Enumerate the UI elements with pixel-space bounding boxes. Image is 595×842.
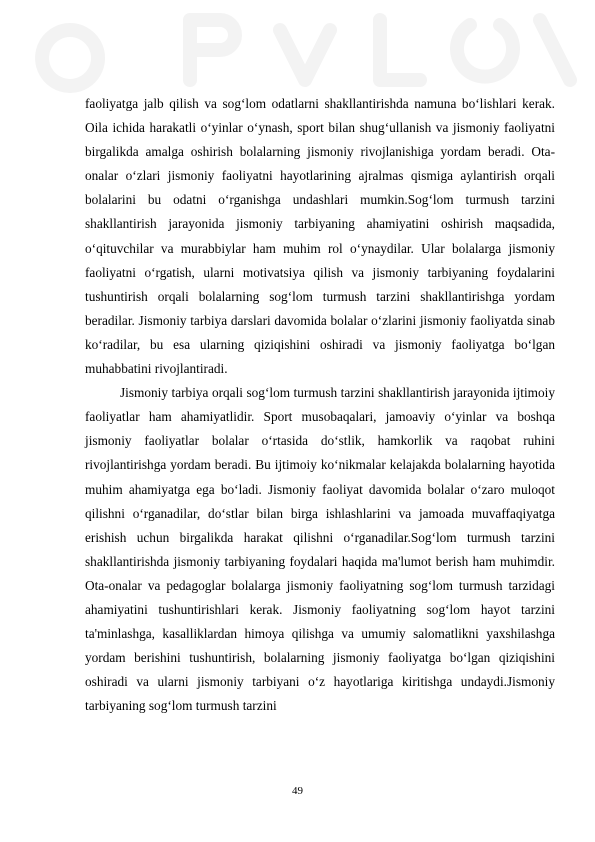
paragraph-2: Jismoniy tarbiya orqali sog‘lom turmush tarzini shakllantirish jarayonida ijtimoiy faoliyatlar ham ahamiyatlidir. Sport musobaqalari, jamoaviy o‘yinlar va boshqa jismoniy faoliyatlar bolalar o‘rtasida do‘stlik, hamkorlik va raqobat ruhini rivojlantirishga yordam beradi. Bu ijtimoiy ko‘nikmalar kelajakda bolalarning hayotida muhim ahamiyatga ega bo‘ladi. Jismoniy faoliyat davomida bolalar o‘zaro muloqot qilishni o‘rganadilar, do‘stlar bilan birga ishlashlarini va jamoada muvaffaqiyatga erishish uchun birgalikda harakat qilishni o‘rganadilar.Sog‘lom turmush tarzini shakllantirishda jismoniy tarbiyaning foydalari haqida ma'lumot berish ham muhimdir. Ota-onalar va pedagoglar bolalarga jismoniy faoliyatning sog‘lom turmush tarzidagi ahamiyatini tushuntirishlari kerak. Jismoniy faoliyatning sog‘lom hayot tarzini ta'minlashga, kasalliklardan himoya qilishga va umumiy salomatlikni yaxshilashga yordam berishini tushuntirish, bolalarning jismoniy faoliyatga bo‘lgan qiziqishini oshiradi va ularni jismoniy tarbiyani o‘z hayotlariga kiritishga undaydi.Jismoniy tarbiyaning sog‘lom turmush tarzini <box>85 385 555 714</box>
paragraph-1: faoliyatga jalb qilish va sog‘lom odatlarni shakllantirishda namuna bo‘lishlari kerak. Oila ichida harakatli o‘yinlar o‘ynash, sport bilan shug‘ullanish va jismoniy faoliyatni birgalikda amalga oshirish bolalarning jismoniy rivojlanishiga yordam beradi. Ota-onalar o‘zlari jismoniy faoliyatni hayotlarining ajralmas qismiga aylantirish orqali bolalarini bu odatni o‘rganishga undashlari mumkin.Sog‘lom turmush tarzini shakllantirish jarayonida jismoniy tarbiyaning ahamiyatini oshirish maqsadida, o‘qituvchilar va murabbiylar ham muhim rol o‘ynaydilar. Ular bolalarga jismoniy faoliyatni o‘rgatish, ularni motivatsiya qilish va jismoniy tarbiyaning foydalarini tushuntirish orqali bolalarning sog‘lom turmush tarzini shakllantirishga yordam beradilar. Jismoniy tarbiya darslari davomida bolalar o‘zlarini jismoniy faoliyatda sinab ko‘radilar, bu esa ularning qiziqishini oshiradi va jismoniy faoliyatga bo‘lgan muhabbatini rivojlantiradi. <box>85 96 555 377</box>
page-number: 49 <box>292 785 303 797</box>
document-body <box>85 92 555 718</box>
